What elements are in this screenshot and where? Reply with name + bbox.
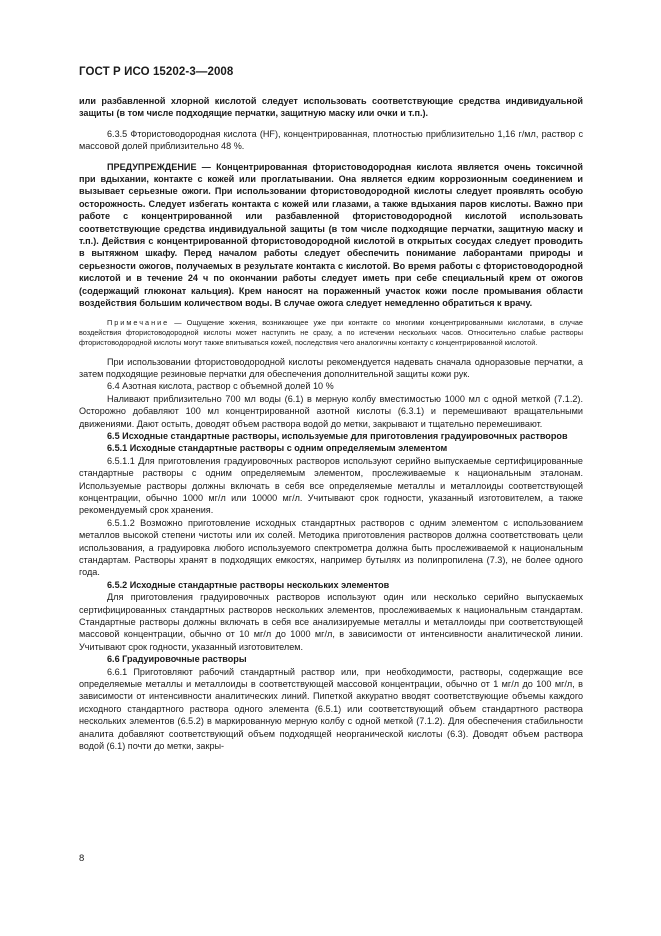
- paragraph-gloves: При использовании фтористоводородной кислоты рекомендуется надевать сначала одноразовые перчатки, а затем подходящие резиновые перчатки для обеспечения дополнительной защиты кожи рук.: [79, 356, 583, 379]
- paragraph-6-5-1-2: 6.5.1.2 Возможно приготовление исходных стандартных растворов с одним элементом с использованием металлов высокой степени чистоты или их солей. Методика приготовления растворов должна соответствовать цели использования, а градуировка любого используемого спектрометра должна быть прослеживаемой к национальным стандартам. Растворы хранят в подходящих емкостях, например бутылях из полипропилена (7.3), не более одного года.: [79, 517, 583, 578]
- note-paragraph: [79, 318, 583, 348]
- warning-label: ПРЕДУПРЕЖДЕНИЕ —: [107, 161, 211, 172]
- paragraph-continuation: или разбавленной хлорной кислотой следует использовать соответствующие средства индивидуальной защиты (в том числе подходящие перчатки, защитную маску или очки и т.п.).: [79, 96, 583, 119]
- paragraph-6-6-1: 6.6.1 Приготовляют рабочий стандартный раствор или, при необходимости, растворы, содержащие все определяемые металлы и металлоиды в соответствующей массовой концентрации, обычно от 1 мг/л до 100 мг/л, в зависимости от интенсивности аналитических линий. Пипеткой аккуратно вводят соответствующие объемы каждого исходного стандартного раствора одного элемента (6.5.1) или соответствующий объем стандартного раствора нескольких элементов (6.5.2) в маркированную мерную колбу с одной меткой (7.1.2). Для обеспечения стабильности аналита добавляют соответствующий объем подходящей неорганической кислоты (6.3). Доводят объем раствора водой (6.1) почти до метки, закры-: [79, 666, 583, 752]
- heading-6-6: 6.6 Градуировочные растворы: [107, 654, 247, 665]
- paragraph-6-5-1-1: 6.5.1.1 Для приготовления градуировочных растворов используют серийно выпускаемые сертифицированные стандартные растворы с одним определяемым элементом, прослеживаемые к национальным эталонам. Используемые растворы должны включать в себя все определяемые металлы и металлоиды соответствующей концентрации, обычно 1000 мг/л или 10000 мг/л. Учитывают срок годности, указанный изготовителем, а также рекомендуемый срок хранения.: [79, 455, 583, 516]
- document-header: ГОСТ Р ИСО 15202-3—2008: [79, 66, 234, 78]
- heading-6-4: 6.4 Азотная кислота, раствор с объемной долей 10 %: [107, 381, 334, 392]
- page-number: 8: [79, 853, 85, 864]
- heading-6-5-1: 6.5.1 Исходные стандартные растворы с одним определяемым элементом: [107, 443, 448, 454]
- warning-paragraph: [79, 161, 583, 310]
- paragraph-6-4-body: Наливают приблизительно 700 мл воды (6.1) в мерную колбу вместимостью 1000 мл с одной меткой (7.1.2). Осторожно добавляют 100 мл концентрированной азотной кислоты (6.3.1) и перемешивают вращательными движениями. Дают остыть, доводят объем раствора водой до метки, закрывают и тщательно перемешивают.: [79, 393, 583, 429]
- heading-6-5: 6.5 Исходные стандартные растворы, используемые для приготовления градуировочных растворов: [107, 430, 568, 441]
- note-label: Примечание: [107, 317, 170, 327]
- heading-6-5-2: 6.5.2 Исходные стандартные растворы нескольких элементов: [107, 579, 390, 590]
- paragraph-6-5-2-body: Для приготовления градуировочных растворов используют один или несколько серийно выпускаемых сертифицированных стандартных растворов нескольких элементов, прослеживаемых к национальным стандартам. Стандартные растворы должны включать в себя все анализируемые металлы и металлоиды при соответствующей массовой концентрации, обычно от 10 мг/л до 1000 мг/л, в зависимости от интенсивности аналитической линии. Учитывают срок годности, указанный изготовителем.: [79, 592, 583, 652]
- warning-text: Концентрированная фтористоводородная кислота является очень токсичной при вдыхании, контакте с кожей или проглатывании. Она является едким коррозионным соединением и вызывает серьезные ожоги. При использовании фтористоводородной кислоты следует проявлять особую осторожность. Следует избегать контакта с кожей или глазами, а также вдыхания паров кислоты. Важно при работе с концентрированной или разбавленной фтористоводородной кислотой использовать соответствующие средства индивидуальной защиты (в том числе подходящие перчатки, защитную маску и т.п.). Действия с концентрированной фтористоводородной кислотой в открытых сосудах следует проводить в вытяжном шкафу. Перед началом работы следует обеспечить понимание лаборантами природы и серьезности ожогов, получаемых в результате контакта с кислотой. Во время работы с фтористоводородной кислотой и в течение 24 ч по окончании работы следует иметь при себе специальный крем от ожогов (содержащий глюконат кальция). Крем наносят на пораженный участок кожи после промывания области воздействия большим количеством воды. В случае ожога следует немедленно обратиться к врачу.: [79, 161, 583, 309]
- note-text: — Ощущение жжения, возникающее уже при контакте со многими концентрированными кислотами, в случае воздействия фтористоводородной кислоты может наступить не сразу, а по истечении нескольких часов. Относительно слабые растворы фтористоводородной кислоты могут также впитываться кожей, последствия чего аналогичны контакту с концентрированной кислотой.: [79, 317, 583, 347]
- paragraph-6-3-5: 6.3.5 Фтористоводородная кислота (HF), концентрированная, плотностью приблизительно 1,16 г/мл, раствор с массовой долей приблизительно 48 %.: [79, 128, 583, 152]
- document-body: [79, 95, 583, 753]
